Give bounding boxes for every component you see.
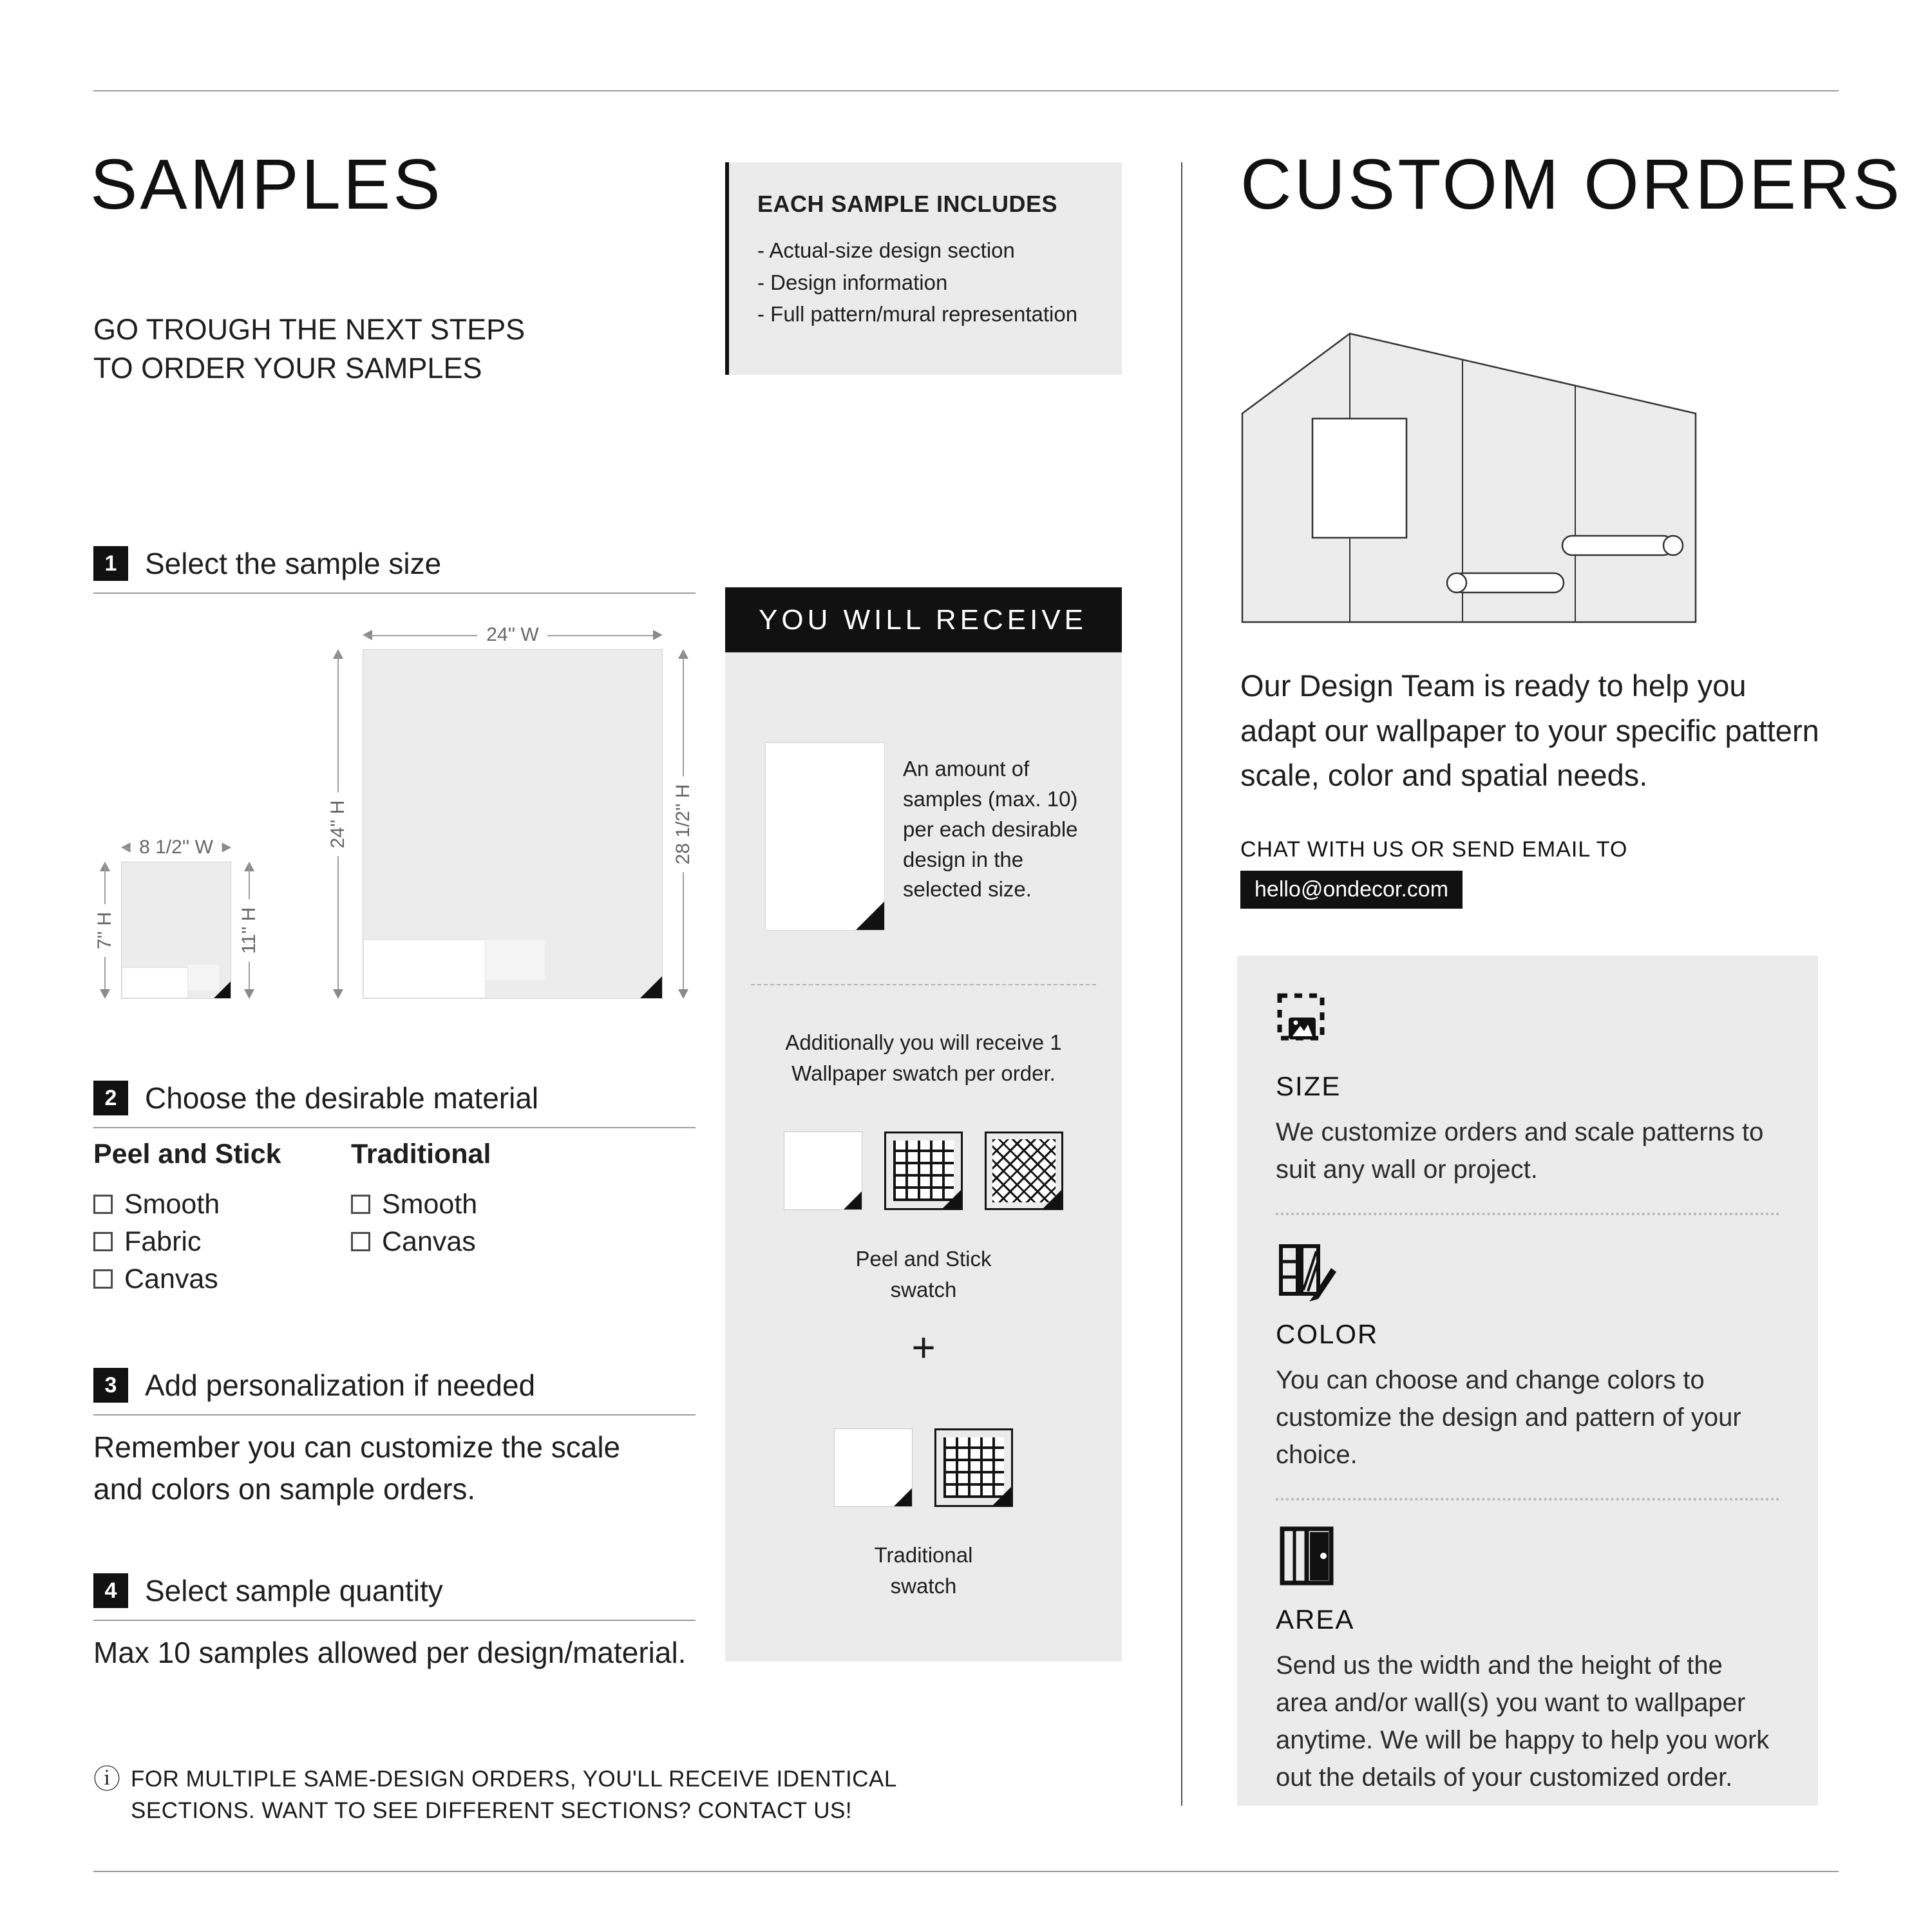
blank-swatch-icon (834, 1428, 913, 1507)
email-badge[interactable]: hello@ondecor.com (1240, 871, 1463, 909)
arrow-down-icon (100, 989, 110, 999)
large-right-height-label: 28 1/2'' H (672, 776, 694, 872)
info-icon: ⓘ (93, 1764, 121, 1794)
option-label: Smooth (382, 1188, 478, 1220)
peel-swatch-label (725, 1244, 1122, 1305)
house-illustration (1240, 331, 1698, 624)
large-sample-overlay (486, 940, 545, 980)
folded-corner-icon (894, 1488, 912, 1506)
plus-icon: + (911, 1324, 936, 1370)
step-4-description: Max 10 samples allowed per design/material. (93, 1636, 687, 1669)
step-3-header (93, 1368, 696, 1416)
large-right-dimension (670, 649, 696, 999)
large-sample-section (363, 940, 486, 998)
wallpaper-roll-icon (1447, 573, 1564, 592)
feature-color (1276, 1240, 1779, 1473)
bottom-rule (93, 1871, 1839, 1872)
sample-page-icon (765, 743, 885, 931)
option-label: Smooth (124, 1188, 220, 1220)
note-text: FOR MULTIPLE SAME-DESIGN ORDERS, YOU'LL RECEIVE IDENTICAL SECTIONS. WANT TO SEE DIFFERENT SECTIONS? CONTACT US! (131, 1766, 896, 1823)
feature-size-title: SIZE (1276, 1071, 1341, 1101)
contact-label: CHAT WITH US OR SEND EMAIL TO (1240, 837, 1628, 862)
feature-area-title: AREA (1276, 1604, 1355, 1634)
each-sample-includes-box (725, 162, 1122, 375)
step-1-title: Select the sample size (145, 547, 442, 580)
blank-swatch-icon (784, 1132, 862, 1210)
checkbox-icon[interactable] (93, 1195, 113, 1214)
feature-color-title: COLOR (1276, 1319, 1379, 1349)
step-1-number: 1 (93, 546, 128, 581)
includes-item: - Design information (757, 267, 1099, 299)
traditional-column (351, 1139, 491, 1260)
checkbox-icon[interactable] (351, 1232, 370, 1251)
small-right-dimension (236, 862, 262, 999)
step-3-title: Add personalization if needed (145, 1368, 536, 1402)
small-width-dimension (121, 835, 231, 860)
crosshatch-swatch-icon (985, 1132, 1063, 1210)
step-4-header (93, 1573, 696, 1621)
sample-size-diagram (93, 612, 696, 1014)
arrow-right-icon (222, 842, 231, 853)
includes-item: - Actual-size design section (757, 234, 1099, 267)
arrow-down-icon (333, 989, 343, 999)
material-option-smooth (93, 1186, 281, 1223)
dotted-divider (1276, 1498, 1779, 1501)
material-option-smooth-traditional (351, 1186, 491, 1223)
samples-intro (93, 310, 525, 388)
small-sample-rect (121, 862, 231, 999)
folded-corner-icon (856, 902, 884, 930)
peel-and-stick-title: Peel and Stick (93, 1139, 281, 1170)
receive-samples-text: An amount of samples (max. 10) per each desirable design in the selected size. (903, 757, 1078, 902)
checkbox-icon[interactable] (93, 1269, 113, 1289)
option-label: Canvas (382, 1226, 476, 1257)
traditional-swatch-label-text: Traditional swatch (874, 1543, 973, 1598)
large-width-dimension (363, 622, 663, 648)
color-icon (1276, 1240, 1338, 1302)
checkbox-icon[interactable] (93, 1232, 113, 1251)
folded-corner-icon (943, 1190, 961, 1208)
material-option-fabric (93, 1223, 281, 1260)
receive-additional-text: Additionally you will receive 1 Wallpaper swatch per order. (785, 1030, 1062, 1085)
peel-and-stick-column (93, 1139, 281, 1298)
traditional-swatch-row (725, 1428, 1122, 1507)
custom-features-panel (1237, 956, 1818, 1806)
small-right-height-label: 11'' H (238, 899, 260, 961)
checkbox-icon[interactable] (351, 1195, 370, 1214)
feature-area-text: Send us the width and the height of the area and/or wall(s) you want to wallpaper anytime. We will be happy to help you work out the details of your customized order. (1276, 1651, 1770, 1792)
grid-swatch-icon (934, 1428, 1013, 1507)
receive-body (725, 652, 1122, 1662)
samples-title: SAMPLES (90, 145, 443, 224)
feature-size (1276, 992, 1779, 1188)
dashed-divider (751, 984, 1096, 985)
large-width-label: 24'' W (477, 624, 547, 646)
step-2-header (93, 1081, 696, 1128)
includes-title: EACH SAMPLE INCLUDES (757, 191, 1058, 217)
receive-header: YOU WILL RECEIVE (725, 587, 1122, 652)
folded-corner-icon (640, 976, 662, 998)
material-option-canvas-traditional (351, 1223, 491, 1260)
small-sample-section (122, 967, 188, 998)
arrow-down-icon (678, 989, 688, 999)
option-label: Canvas (124, 1263, 218, 1294)
you-will-receive-panel (725, 587, 1122, 1662)
small-left-dimension (92, 862, 118, 999)
samples-intro-line2: TO ORDER YOUR SAMPLES (93, 352, 482, 385)
step-1-header (93, 546, 696, 594)
vertical-divider (1181, 162, 1182, 1806)
size-icon (1276, 992, 1338, 1054)
wallpaper-roll-icon (1562, 536, 1683, 555)
includes-item: - Full pattern/mural representation (757, 298, 1099, 330)
feature-size-text: We customize orders and scale patterns to suit any wall or project. (1276, 1118, 1764, 1184)
top-rule (93, 90, 1839, 91)
arrow-right-icon (653, 630, 663, 640)
folded-corner-icon (844, 1191, 862, 1209)
traditional-swatch-label (725, 1540, 1122, 1602)
step-3-description: Remember you can customize the scale and colors on sample orders. (93, 1430, 621, 1506)
custom-orders-title: CUSTOM ORDERS (1240, 145, 1902, 224)
step-4-number: 4 (93, 1573, 128, 1608)
option-label: Fabric (124, 1226, 202, 1257)
small-left-height-label: 7'' H (94, 904, 116, 956)
large-left-dimension (325, 649, 351, 999)
grid-swatch-icon (884, 1132, 963, 1210)
folded-corner-icon (214, 981, 231, 998)
feature-color-text: You can choose and change colors to customize the design and pattern of your choice. (1276, 1366, 1741, 1469)
feature-area (1276, 1525, 1779, 1796)
custom-intro-text: Our Design Team is ready to help you adapt our wallpaper to your specific pattern scale, color and spatial needs. (1240, 668, 1819, 793)
step-2-title: Choose the desirable material (145, 1081, 539, 1115)
samples-intro-line1: GO TROUGH THE NEXT STEPS (93, 313, 526, 346)
step-3-number: 3 (93, 1368, 128, 1403)
large-left-height-label: 24'' H (327, 792, 349, 856)
material-option-canvas (93, 1260, 281, 1298)
step-2-number: 2 (93, 1081, 128, 1115)
small-width-label: 8 1/2'' W (130, 837, 222, 858)
traditional-title: Traditional (351, 1139, 491, 1170)
large-sample-rect (363, 649, 663, 999)
dotted-divider (1276, 1213, 1779, 1215)
area-icon (1276, 1525, 1338, 1587)
folded-corner-icon (993, 1487, 1011, 1505)
step-4-title: Select sample quantity (145, 1574, 443, 1607)
peel-swatch-label-text: Peel and Stick swatch (855, 1247, 992, 1302)
folded-corner-icon (1043, 1190, 1061, 1208)
same-design-note (93, 1763, 910, 1826)
peel-swatch-row (725, 1132, 1122, 1210)
arrow-down-icon (244, 989, 254, 999)
